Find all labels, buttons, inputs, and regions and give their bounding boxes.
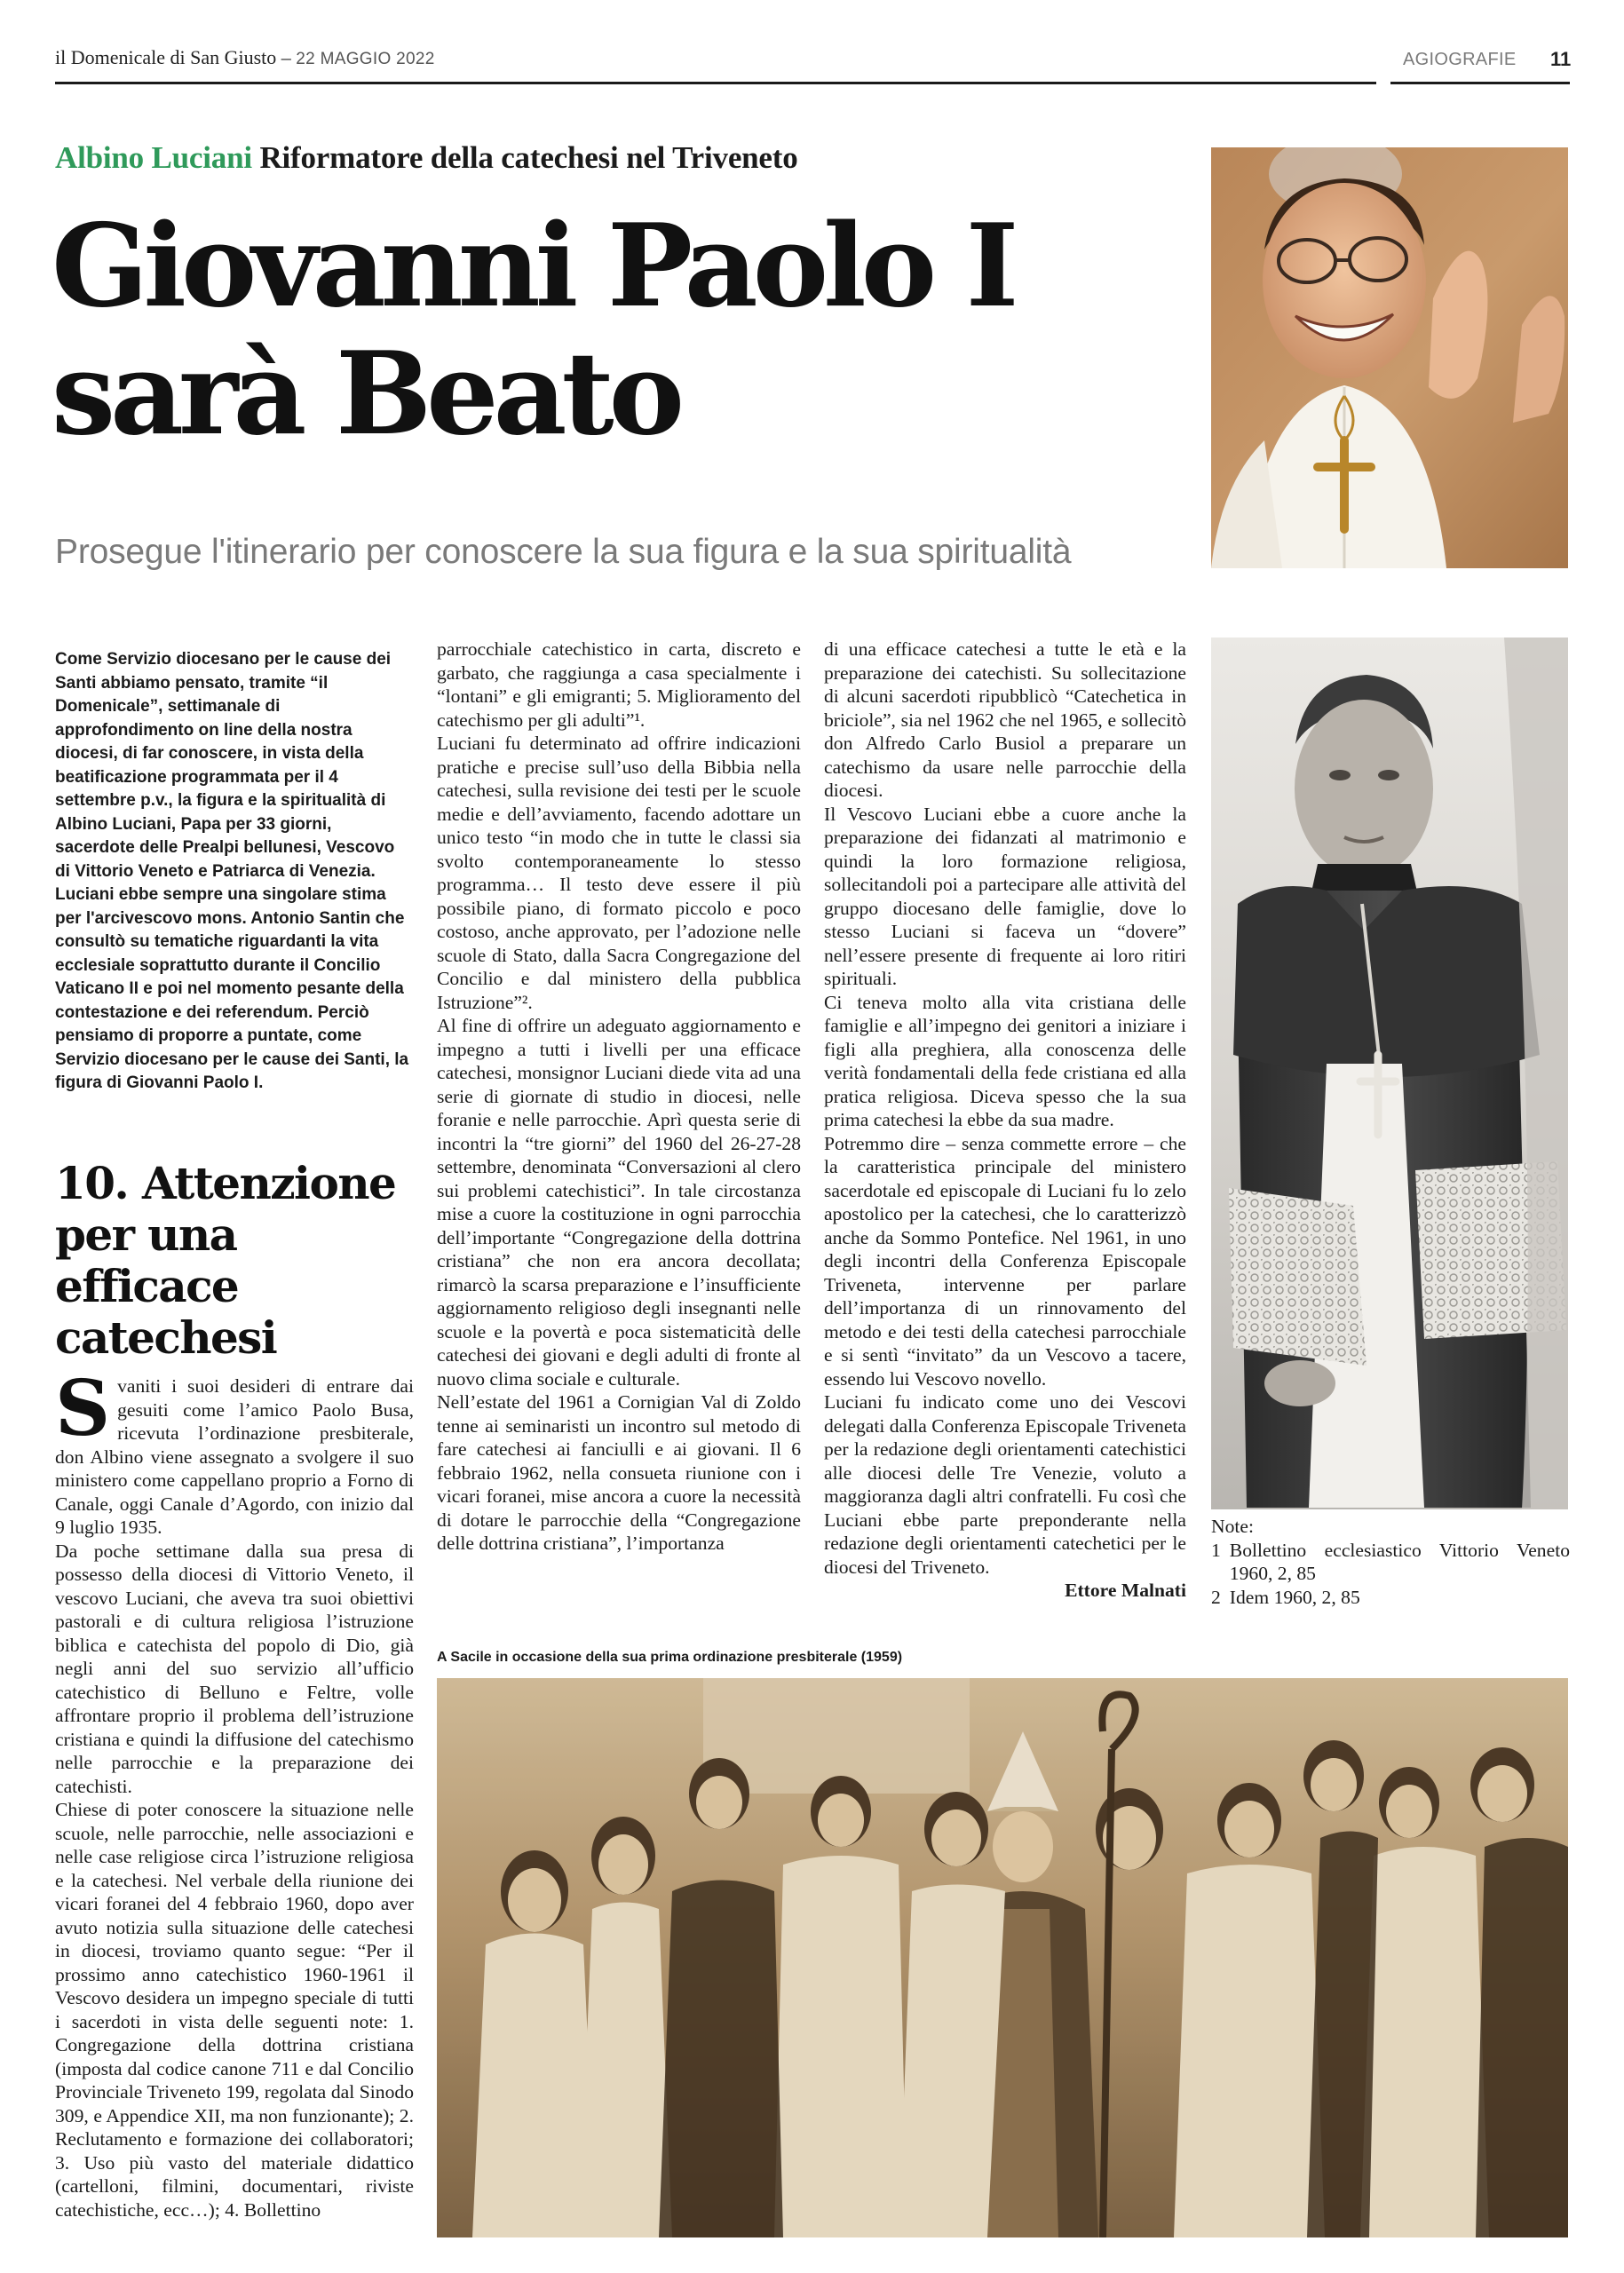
paragraph: Ci teneva molto alla vita cristiana delle famiglie e all’impegno dei genitori a iniziare i figli alla preghiera, alla conoscenza delle verità fondamentali della fede cristiana ed alla pratica religiosa. Diceva spesso che la sua prima catechesi la ebbe da sua madre. (824, 991, 1186, 1130)
headline (51, 200, 1206, 461)
photo-ordination-group (437, 1678, 1568, 2237)
headline-line-1: Giovanni Paolo I (51, 200, 1014, 333)
photo-bishop-portrait (1211, 638, 1568, 1509)
running-head (55, 46, 435, 69)
intro-box (55, 648, 414, 1096)
publication-name: il Domenicale di San Giusto (55, 46, 277, 68)
section-title-line-2: per una efficace (55, 1208, 239, 1312)
footnote-text: Bollettino ecclesiastico Vittorio Veneto 1960, 2, 85 (1229, 1539, 1570, 1584)
paragraph: parrocchiale catechistico in carta, discreto e garbato, che raggiunga a casa specialmente i “lontani” e gli emigranti; 5. Miglioramento del catechismo per gli adulti”¹. (437, 638, 801, 731)
paragraph: Luciani fu determinato ad offrire indicazioni pratiche e precise sull’uso della Bibbia nella catechesi, sulla revisione dei testi per le scuole medie e dell’avviamento, facendo adottare un unico testo “in modo che in tutte le classi sia svolto contemporaneamente lo stesso programma… Il testo deve essere il più possibile piano, di formato piccolo e poco costoso, anche approvato, per l’adozione nelle scuole di Stato, dalla Sacra Congregazione del Concilio e dal ministero della pubblica Istruzione”². (437, 733, 801, 1013)
section-label: AGIOGRAFIE (1403, 50, 1517, 69)
paragraph: di una efficace catechesi a tutte le età e la preparazione dei catechisti. Su sollecitazione di alcuni sacerdoti ripubblicò “Catechetica in briciole”, sia nel 1962 che nel 1965, e sollecitò don Alfredo Carlo Busiol a preparare un catechismo da usare nelle parrocchie della diocesi. (824, 638, 1186, 801)
footnote-number: 1 (1211, 1539, 1221, 1561)
footnotes (1211, 1515, 1570, 1609)
photo-caption: A Sacile in occasione della sua prima ordinazione presbiterale (1959) (437, 1650, 903, 1665)
subheadline: Prosegue l'itinerario per conoscere la sua figura e la sua spiritualità (55, 533, 1072, 571)
header-rule-left (55, 82, 1376, 84)
issue-date: 22 MAGGIO 2022 (296, 50, 435, 68)
text-column-1 (55, 1364, 414, 2222)
paragraph: Da poche settimane dalla sua presa di possesso della diocesi di Vittorio Veneto, il vescovo Luciani, che aveva tra suoi obiettivi pastorali e di cultura religiosa l’istruzione biblica e catechista del popolo di Dio, già negli anni del suo servizio all’ufficio catechistico di Belluno e Feltre, volle affrontare proprio il problema dell’istruzione cristiana e quindi la diffusione del catechismo nelle parrocchie e la preparazione dei catechisti. (55, 1540, 414, 1797)
paragraph-text: vaniti i suoi desideri di entrare dai gesuiti come l’amico Paolo Busa, ricevuta l’ordinazione presbiterale, don Albino viene assegnato a svolgere il suo ministero come cappellano proprio a Forno di Canale, oggi Canale d’Agordo, con inizio dal 9 luglio 1935. (55, 1375, 414, 1538)
author-signature: Ettore Malnati (1065, 1580, 1186, 1601)
header-rule-right (1390, 82, 1570, 84)
notes-heading: Note: (1211, 1516, 1254, 1537)
footnote-item (1211, 1586, 1570, 1610)
footnote-number: 2 (1211, 1586, 1221, 1608)
header-separator: – (276, 46, 297, 68)
paragraph: Chiese di poter conoscere la situazione nelle scuole, nelle parrocchie, nelle associazioni e nelle case religiose circa l’istruzione religiosa e la catechesi. Nel verbale della riunione dei vicari foranei del 4 febbraio 1960, dopo aver avuto notizia sulla situazione delle catechesi in diocesi, troviamo quanto segue: “Per il prossimo anno catechistico 1960-1961 il Vescovo desidera un impegno speciale di tutti i sacerdoti in vista delle seguenti note: 1. Congregazione della dottrina cristiana (imposta dal codice canone 711 e dal Concilio Provinciale Triveneto 199, regolata dal Sinodo 309, e Appendice XII, ma non funzionante); 2. Reclutamento e formazione dei collaboratori; 3. Uso più vasto del materiale didattico (cartelloni, filmini, documentari, riviste catechistiche, ecc…); 4. Bollettino (55, 1799, 414, 2221)
section-title-line-1: 10. Attenzione (55, 1157, 396, 1209)
page-number: 11 (1550, 48, 1572, 70)
paragraph: Potremmo dire – senza commette errore – che la caratteristica principale del ministero sacerdotale ed episcopale di Luciani fu lo zelo apostolico per la catechesi, che lo caratterizzò anche da Sommo Pontefice. Nel 1961, in uno degli incontri della Conferenza Episcopale Triveneta, intervenne per parlare dell’importanza di un rinnovamento del metodo e dei testi della catechesi parrocchiale e si sentì “invitato” da un Vescovo a tacere, essendo lui Vescovo novello. (824, 1132, 1186, 1390)
text-column-3 (824, 638, 1186, 1603)
paragraph (55, 1364, 414, 1540)
section-title-line-3: catechesi (55, 1311, 277, 1364)
paragraph: Luciani fu indicato come uno dei Vescovi delegati dalla Conferenza Episcopale Triveneta per la redazione degli orientamenti catechistici alle diocesi delle Tre Venezie, voluto a maggioranza dagli altri confratelli. Fu così che Luciani ebbe parte preponderante nella redazione degli orientamenti catechetici per le diocesi del Triveneto. (824, 1391, 1186, 1578)
paragraph: Al fine di offrire un adeguato aggiornamento e impegno a tutti i livelli per una efficace catechesi, monsignor Luciani diede vita ad una serie di giornate di studio in diocesi, nelle foranie e nelle parrocchie. Aprì questa serie di incontri la “tre giorni” del 1960 del 26-27-28 settembre, denominata “Conversazioni al clero sui problemi catechistici”. In tale circostanza mise a cuore la costituzione in ogni parrocchia dell’importante “Congregazione della dottrina cristiana” che non era ancora decollata; rimarcò la scarsa preparazione e l’insufficiente aggiornamento religioso degli insegnanti nelle scuole e la povertà e poca sistematicità delle catechesi dei giovani e degli adulti di fronte al nuovo clima sociale e culturale. (437, 1015, 801, 1390)
paragraph: Il Vescovo Luciani ebbe a cuore anche la preparazione dei fidanzati al matrimonio e quindi la loro formazione religiosa, sollecitandoli poi a partecipare alle attività del gruppo diocesano delle famiglie, dove lo stesso Luciani si faceva un “dovere” nell’essere presente di frequente ai loro ritiri spirituali. (824, 803, 1186, 989)
kicker-name: Albino Luciani (55, 140, 252, 175)
text-column-2 (437, 638, 801, 1556)
footnote-text: Idem 1960, 2, 85 (1229, 1586, 1360, 1608)
headline-line-2: sarà Beato (51, 328, 679, 461)
photo-pope-smiling (1211, 147, 1568, 568)
section-title (55, 1158, 428, 1364)
footnote-item (1211, 1539, 1570, 1586)
intro-text: Come Servizio diocesano per le cause dei Santi abbiamo pensato, tramite “il Domenicale”, settimanale di approfondimento on line della nostra diocesi, di far conoscere, in vista della beatificazione programmata per il 4 settembre p.v., la figura e la spiritualità di Albino Luciani, Papa per 33 giorni, sacerdote delle Prealpi bellunesi, Vescovo di Vittorio Veneto e Patriarca di Venezia. Luciani ebbe sempre una singolare stima per l'arcivescovo mons. Antonio Santin che consultò su tematiche riguardanti la vita ecclesiale soprattutto durante il Concilio Vaticano II e poi nel momento pesante della contestazione e dei referendum. Perciò pensiamo di proporre a puntate, come Servizio diocesano per le cause dei Santi, la figura di Giovanni Paolo I. (55, 650, 409, 1092)
kicker (55, 140, 798, 176)
kicker-text: Riformatore della catechesi nel Triveneto (259, 140, 798, 175)
drop-cap: S (55, 1364, 111, 1453)
paragraph: Nell’estate del 1961 a Cornigian Val di Zoldo tenne ai seminaristi un incontro sul metodo di fare catechesi ai fanciulli e ai giovani. Il 6 febbraio 1962, nella consueta riunione con i vicari foranei, mise ancora a cuore la necessità di dotare le parrocchie della “Congregazione delle dottrina cristiana”, l’importanza (437, 1391, 801, 1554)
